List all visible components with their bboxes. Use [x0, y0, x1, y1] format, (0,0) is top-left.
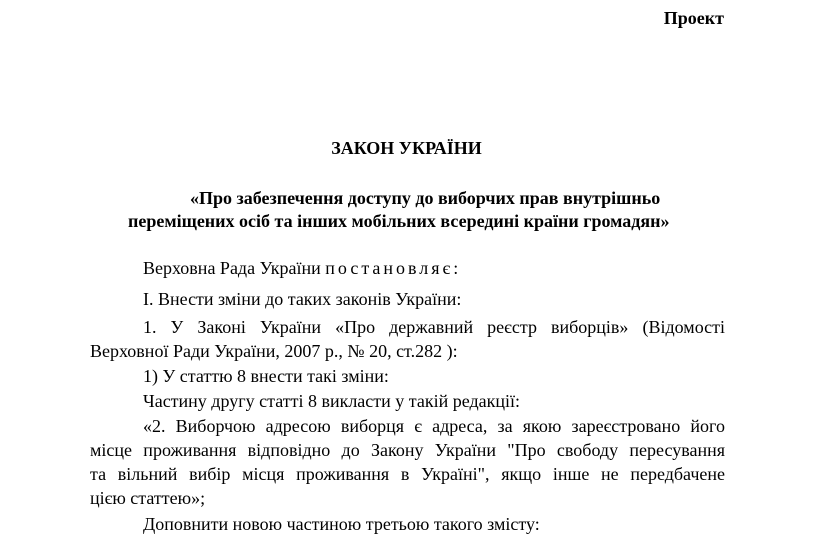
- preamble-line: [143, 256, 725, 280]
- paragraph-quote-line-4: цією статтею»;: [90, 488, 206, 508]
- paragraph-article-8: 1) У статтю 8 внести такі зміни:: [143, 366, 389, 386]
- paragraph-quote-line-3: та вільний вибір місця проживання в Україні", якщо інше не передбачене: [90, 464, 725, 484]
- preamble-lead: Верховна Рада України: [143, 258, 326, 278]
- draft-status-label: Проект: [663, 8, 724, 28]
- paragraph-part-two: Частину другу статті 8 викласти у такій редакції:: [143, 391, 521, 411]
- law-title: ЗАКОН УКРАЇНИ: [331, 138, 482, 158]
- paragraph-law-register-line-2: Верховної Ради України, 2007 р., № 20, ст.282 ):: [90, 341, 458, 361]
- document-page: Проект ЗАКОН УКРАЇНИ «Про забезпечення доступу до виборчих прав внутрішньо переміщених осіб та інших мобільних всередині країни громадян» Верховна Рада України постановляє: І. Внести зміни до таких законів України: 1. У Законі України «Про державний реєстр виборців» (Відомості Верховної Ради України, 2007 р., № 20, ст.282 ): 1) У статтю 8 внести такі зміни: Частину другу статті 8 викласти у такій редакції: «2. Виборчою адресою виборця є адреса, за якою зареєстровано його місце проживання відповідно до Закону України "Про свободу пересування та вільний вибір місця проживання в Україні", якщо інше не передбачене цією статтею»; Доповнити новою частиною третьою такого змісту:: [0, 0, 813, 536]
- paragraph-quote-line-2: місце проживання відповідно до Закону України "Про свободу пересування: [90, 440, 725, 460]
- paragraph-part-three: Доповнити новою частиною третьою такого змісту:: [143, 514, 540, 534]
- paragraph-law-register-line-1: 1. У Законі України «Про державний реєстр виборців» (Відомості: [143, 317, 725, 337]
- preamble-verb: постановляє:: [325, 258, 462, 278]
- paragraph-quote-line-1: «2. Виборчою адресою виборця є адреса, за якою зареєстровано його: [143, 416, 725, 436]
- paragraph-amend-laws: І. Внести зміни до таких законів України:: [143, 289, 462, 309]
